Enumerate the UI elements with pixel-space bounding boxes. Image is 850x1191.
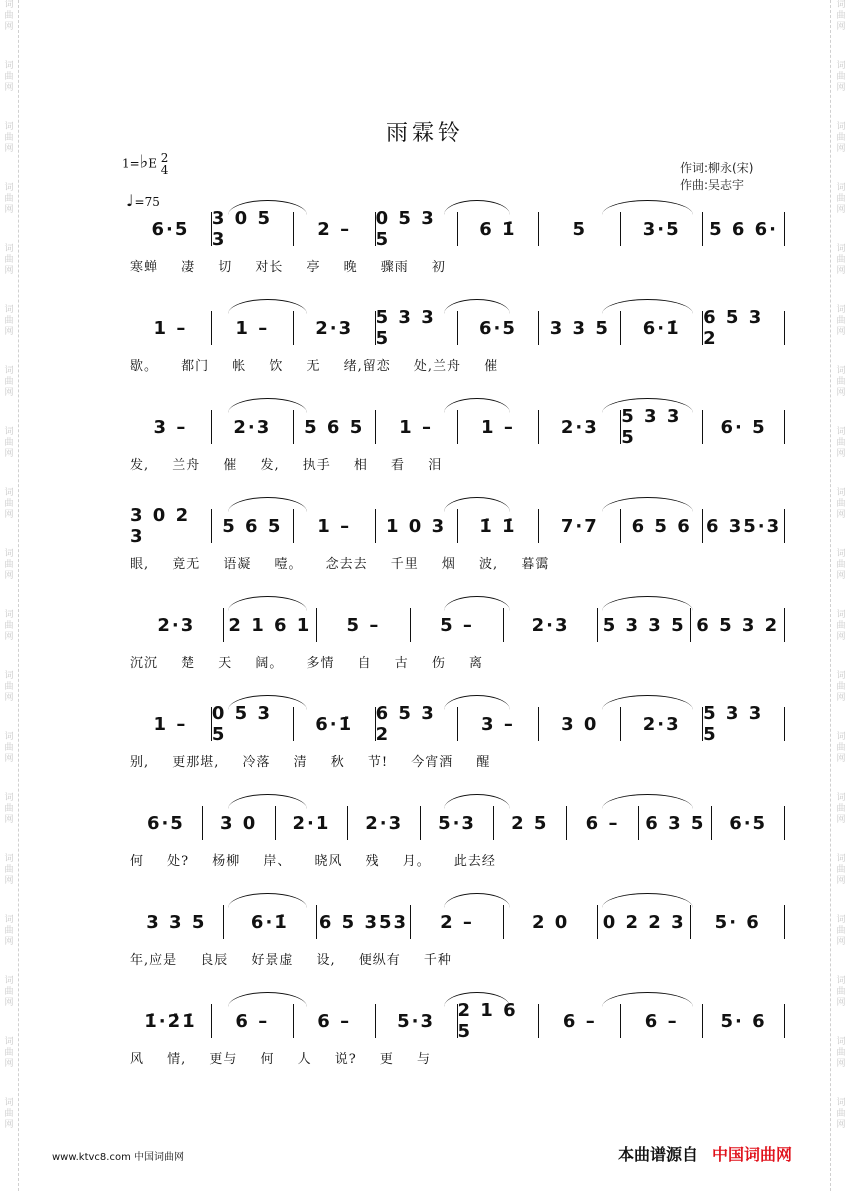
key-letter: E xyxy=(148,156,157,171)
measure: 6·5 xyxy=(130,806,203,840)
lyric-row xyxy=(130,1048,785,1068)
slur-mark xyxy=(444,398,510,413)
watermark-text: 词 曲 网 xyxy=(836,732,846,764)
tempo-value: =75 xyxy=(134,195,160,209)
watermark-text: 词 曲 网 xyxy=(836,61,846,93)
slur-mark xyxy=(602,596,694,611)
measure: 2·3 xyxy=(294,311,376,345)
slur-mark xyxy=(228,398,307,413)
measure: 6 – xyxy=(567,806,640,840)
lyric-row xyxy=(130,652,785,672)
tempo-marking xyxy=(126,191,160,210)
key-prefix: 1= xyxy=(122,156,140,171)
measure: 1 – xyxy=(130,707,212,741)
measure: 2 0 xyxy=(504,905,598,939)
slur-mark xyxy=(228,200,307,215)
lyric-line: 年,应是 良辰 好景虚 设, 便纵有 千种 xyxy=(130,953,452,968)
measure: 2 – xyxy=(294,212,376,246)
slur-mark xyxy=(444,596,510,611)
measure: 6·5 xyxy=(458,311,540,345)
slur-mark xyxy=(228,299,307,314)
lyric-line: 别, 更那堪, 冷落 清 秋 节! 今宵酒 醒 xyxy=(130,755,491,770)
watermark-text: 词 曲 网 xyxy=(836,1037,846,1069)
lyric-line: 眼, 竟无 语凝 噎。 念去去 千里 烟 波, 暮霭 xyxy=(130,557,550,572)
slur-mark xyxy=(602,992,694,1007)
measure: 3 0 xyxy=(539,707,621,741)
watermark-text: 词 曲 网 xyxy=(4,1098,14,1130)
quarter-note-icon: ♩ xyxy=(126,191,134,210)
watermark-text: 词 曲 网 xyxy=(836,244,846,276)
measure: 2·1 xyxy=(276,806,349,840)
measure: 2 1 6 5 xyxy=(458,1004,540,1038)
measure: 1 – xyxy=(212,311,294,345)
measure: 6 – xyxy=(621,1004,703,1038)
slur-mark xyxy=(228,596,307,611)
watermark-text: 词 曲 网 xyxy=(4,976,14,1008)
measure: 3 0 5 3 xyxy=(212,212,294,246)
edge-line-right xyxy=(830,0,832,1191)
measure: 3 0 xyxy=(203,806,276,840)
measure: 2·3 xyxy=(504,608,598,642)
watermark-text: 词 曲 网 xyxy=(4,793,14,825)
watermark-text: 词 曲 网 xyxy=(4,0,14,32)
watermark-text: 词 曲 网 xyxy=(836,427,846,459)
watermark-text: 词 曲 网 xyxy=(4,366,14,398)
slur-mark xyxy=(602,299,694,314)
brand-name: 中国词曲网 xyxy=(712,1145,793,1164)
measure: 6·1̇ xyxy=(294,707,376,741)
watermark-text: 词 曲 网 xyxy=(836,1098,846,1130)
watermark-text: 词 曲 网 xyxy=(836,122,846,154)
lyric-row xyxy=(130,751,785,771)
watermark-text: 词 曲 网 xyxy=(836,488,846,520)
watermark-text: 词 曲 网 xyxy=(836,671,846,703)
watermark-text: 词 曲 网 xyxy=(4,854,14,886)
measure: 1 – xyxy=(130,311,212,345)
slur-mark xyxy=(602,893,694,908)
watermark-text: 词 曲 网 xyxy=(4,244,14,276)
measure: 5·3 xyxy=(421,806,494,840)
slur-mark xyxy=(228,893,307,908)
meter-bottom: 4 xyxy=(160,163,169,177)
watermark-text: 词 曲 网 xyxy=(4,183,14,215)
slur-mark xyxy=(228,497,307,512)
measure: 6 35·3 xyxy=(703,509,785,543)
slur-mark xyxy=(444,497,510,512)
measure: 0 5 3 5 xyxy=(212,707,294,741)
measure: 2·3 xyxy=(621,707,703,741)
watermark-text: 词 曲 网 xyxy=(4,915,14,947)
watermark-text: 词 曲 网 xyxy=(4,61,14,93)
watermark-text: 词 曲 网 xyxy=(4,305,14,337)
slur-mark xyxy=(228,794,307,809)
measure: 5 6 5 xyxy=(294,410,376,444)
slur-mark xyxy=(444,893,510,908)
watermark-text: 词 曲 网 xyxy=(4,122,14,154)
lyric-line: 风 情, 更与 何 人 说? 更 与 xyxy=(130,1052,432,1067)
lyric-row xyxy=(130,256,785,276)
measure: 3 0 2 3 xyxy=(130,509,212,543)
lyric-row xyxy=(130,949,785,969)
measure: 6·5 xyxy=(130,212,212,246)
measure: 7·7 xyxy=(539,509,621,543)
watermark-text: 词 曲 网 xyxy=(836,610,846,642)
measure: 3·5 xyxy=(621,212,703,246)
watermark-text: 词 曲 网 xyxy=(4,1037,14,1069)
watermark-text: 词 曲 网 xyxy=(836,0,846,32)
measure: 3 – xyxy=(130,410,212,444)
watermark-text: 词 曲 网 xyxy=(836,305,846,337)
watermark-text: 词 曲 网 xyxy=(836,915,846,947)
measure: 1 – xyxy=(458,410,540,444)
credits xyxy=(680,160,753,194)
watermark-text: 词 曲 网 xyxy=(836,366,846,398)
measure: 0 2 2 3 xyxy=(598,905,692,939)
measure: 5 6 5 xyxy=(212,509,294,543)
slur-mark xyxy=(228,992,307,1007)
music-row xyxy=(130,905,785,939)
measure: 1 – xyxy=(376,410,458,444)
measure: 6·5 xyxy=(712,806,785,840)
watermark-text: 词 曲 网 xyxy=(4,732,14,764)
slur-mark xyxy=(602,200,694,215)
lyric-row xyxy=(130,850,785,870)
music-row xyxy=(130,806,785,840)
slur-mark xyxy=(444,299,510,314)
measure: 6 5 6 xyxy=(621,509,703,543)
lyric-line: 发, 兰舟 催 发, 执手 相 看 泪 xyxy=(130,458,443,473)
lyric-line: 歇。 都门 帐 饮 无 绪,留恋 处,兰舟 催 xyxy=(130,359,499,374)
slur-mark xyxy=(444,695,510,710)
measure: 6 – xyxy=(539,1004,621,1038)
lyric-line: 沉沉 楚 天 阔。 多情 自 古 伤 离 xyxy=(130,656,484,671)
key-signature xyxy=(122,152,168,176)
slur-mark xyxy=(444,200,510,215)
measure: 2·3 xyxy=(212,410,294,444)
watermark-text: 词 曲 网 xyxy=(836,976,846,1008)
measure: 1̇·2̇1̇ xyxy=(130,1004,212,1038)
measure: 2·3 xyxy=(348,806,421,840)
measure: 5 3 3 5 xyxy=(598,608,692,642)
music-row xyxy=(130,406,785,448)
measure: 6 5 3 2 xyxy=(376,707,458,741)
measure: 5 – xyxy=(411,608,505,642)
music-row xyxy=(130,505,785,547)
measure: 5 3 3 5 xyxy=(376,311,458,345)
lyric-row xyxy=(130,553,785,573)
meter-top: 2 xyxy=(160,151,169,165)
slur-mark xyxy=(602,398,694,413)
measure: 0 5 3 5 xyxy=(376,212,458,246)
lyric-row xyxy=(130,454,785,474)
watermark-right xyxy=(834,0,848,1191)
slur-mark xyxy=(444,992,510,1007)
measure: 6 1̇ xyxy=(458,212,540,246)
measure: 6· 5 xyxy=(703,410,785,444)
measure: 6·1̇ xyxy=(621,311,703,345)
measure: 6 – xyxy=(294,1004,376,1038)
music-row xyxy=(130,208,785,250)
measure: 6 5 3 2 xyxy=(703,311,785,345)
measure: 5·3 xyxy=(376,1004,458,1038)
watermark-text: 词 曲 网 xyxy=(836,793,846,825)
measure: 1̇ 1̇ xyxy=(458,509,540,543)
measure: 3 3 5 xyxy=(130,905,224,939)
measure: 5· 6 xyxy=(703,1004,785,1038)
measure: 5 xyxy=(539,212,621,246)
measure: 5· 6 xyxy=(691,905,785,939)
measure: 6 3 5 xyxy=(639,806,712,840)
lyric-row xyxy=(130,355,785,375)
measure: 2 1 6 1 xyxy=(224,608,318,642)
watermark-text: 词 曲 网 xyxy=(836,854,846,886)
song-title: 雨霖铃 xyxy=(385,121,464,146)
time-signature xyxy=(161,152,169,176)
music-row xyxy=(130,1000,785,1042)
measure: 5 6 6· xyxy=(703,212,785,246)
lyricist-credit: 作词:柳永(宋) xyxy=(680,161,754,175)
measure: 5 – xyxy=(317,608,411,642)
measure: 2 – xyxy=(411,905,505,939)
watermark-text: 词 曲 网 xyxy=(836,183,846,215)
music-row xyxy=(130,307,785,349)
watermark-text: 词 曲 网 xyxy=(4,488,14,520)
slur-mark xyxy=(444,794,510,809)
measure: 2·3 xyxy=(539,410,621,444)
slur-mark xyxy=(602,794,694,809)
measure: 2·3 xyxy=(130,608,224,642)
footer-source xyxy=(618,1142,792,1165)
measure: 5 3 3 5 xyxy=(703,707,785,741)
watermark-text: 词 曲 网 xyxy=(836,549,846,581)
footer-site: www.ktvc8.com 中国词曲网 xyxy=(52,1152,185,1163)
lyric-line: 何 处? 杨柳 岸、 晓风 残 月。 此去经 xyxy=(130,854,496,869)
edge-line-left xyxy=(18,0,20,1191)
watermark-text: 词 曲 网 xyxy=(4,671,14,703)
watermark-left xyxy=(2,0,16,1191)
slur-mark xyxy=(602,497,694,512)
measure: 1 0 3 xyxy=(376,509,458,543)
composer-credit: 作曲:吴志宇 xyxy=(680,178,745,192)
music-row xyxy=(130,608,785,642)
watermark-text: 词 曲 网 xyxy=(4,610,14,642)
watermark-text: 词 曲 网 xyxy=(4,549,14,581)
measure: 3 – xyxy=(458,707,540,741)
lyric-line: 寒蝉 凄 切 对长 亭 晚 骤雨 初 xyxy=(130,260,446,275)
source-label: 本曲谱源自 xyxy=(618,1145,699,1164)
measure: 6 5 3 2 xyxy=(691,608,785,642)
flat-icon: ♭ xyxy=(139,151,149,173)
slur-mark xyxy=(602,695,694,710)
music-row xyxy=(130,703,785,745)
measure: 2 5 xyxy=(494,806,567,840)
measure: 5 3 3 5 xyxy=(621,410,703,444)
measure: 6·1̇ xyxy=(224,905,318,939)
measure: 6 – xyxy=(212,1004,294,1038)
slur-mark xyxy=(228,695,307,710)
measure: 1 – xyxy=(294,509,376,543)
measure: 3 3 5 xyxy=(539,311,621,345)
measure: 6 5 353 xyxy=(317,905,411,939)
watermark-text: 词 曲 网 xyxy=(4,427,14,459)
